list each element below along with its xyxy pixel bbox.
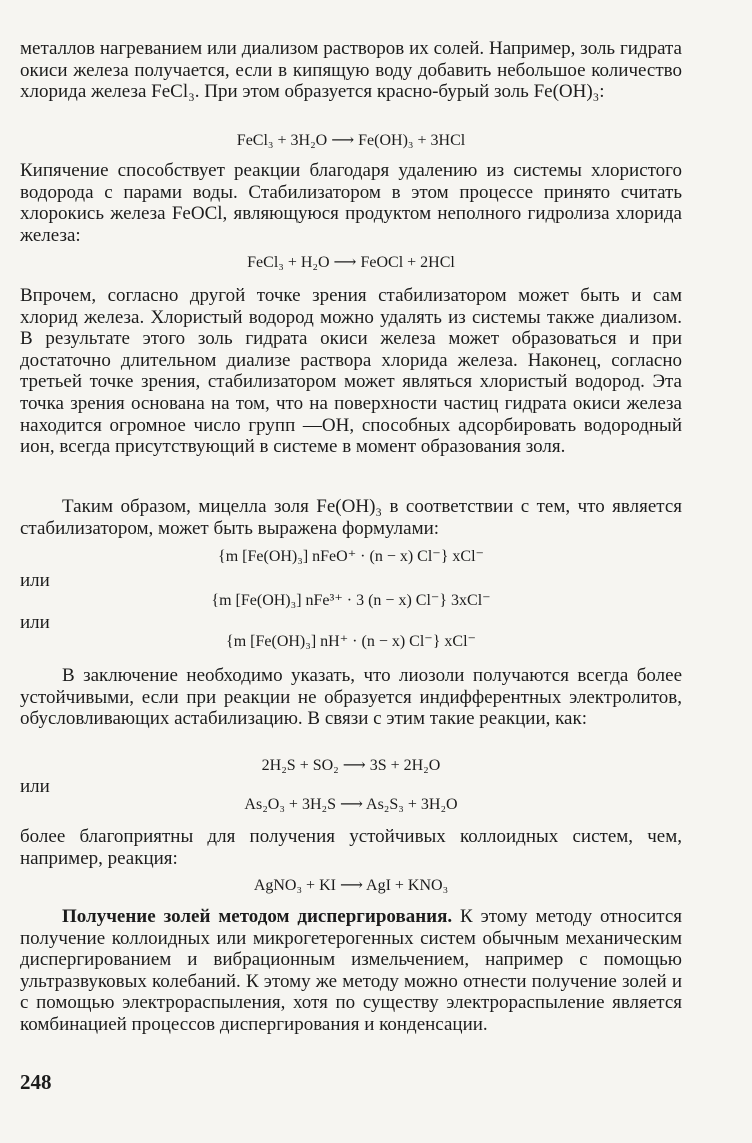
section-heading-dispersion: Получение золей методом диспергирования. [62, 906, 453, 927]
paragraph-favorable: более благоприятны для получения устойчивых коллоидных систем, чем, например, реакция: [20, 826, 682, 869]
equation-agno3-ki: AgNO₃ + KI ⟶ AgI + KNO₃ [253, 877, 449, 894]
page-number: 248 [20, 1070, 52, 1094]
equation-fecl3-hydrolysis: FeCl₃ + 3H₂O ⟶ Fe(OH)₃ + 3HCl [236, 132, 466, 149]
paragraph-sol-preparation: металлов нагреванием или диализом растворов их солей. Например, золь гидрата окиси железа получается, если в кипящую воду добавить небольшое количество хлорида железа FeCl₃. При этом образуется красно-бурый золь Fe(OH)₃: [20, 38, 682, 103]
paragraph-boiling: Кипячение способствует реакции благодаря удалению из системы хлористого водорода с парами воды. Стабилизатором в этом процессе принято считать хлорокись железа FeOCl, являющуюся продуктом неполного гидролиза хлорида железа: [20, 160, 682, 246]
equation-as2o3-h2s: As₂O₃ + 3H₂S ⟶ As₂S₃ + 3H₂O [244, 796, 458, 813]
paragraph-micelle-intro: Таким образом, мицелла золя Fe(OH)₃ в соответствии с тем, что является стабилизатором, может быть выражена формулами: [20, 496, 682, 539]
paragraph-conclusion: В заключение необходимо указать, что лиозоли получаются всегда более устойчивыми, если при реакции не образуется индифферентных электролитов, обусловливающих астабилизацию. В связи с этим такие реакции, как: [20, 665, 682, 730]
micelle-formula-3: {m [Fe(OH)₃] nH⁺ · (n − x) Cl⁻} xCl⁻ [226, 633, 476, 650]
paragraph-dispersion-body: К этому методу относится получение коллоидных или микрогетерогенных систем обычным механическим диспергированием и вибрационным измельчением, например с помощью ультразвуковых колебаний. К этому же методу можно отнести получение золей и с помощью электрораспыления, хотя по существу электрораспыление является комбинацией процессов диспергирования и конденсации. [20, 906, 682, 1035]
paragraph-dispersion [20, 906, 682, 1036]
equation-feocl-formation: FeCl₃ + H₂O ⟶ FeOCl + 2HCl [247, 254, 455, 271]
equation-h2s-so2: 2H₂S + SO₂ ⟶ 3S + 2H₂O [261, 757, 441, 774]
paragraph-stabilizer-views: Впрочем, согласно другой точке зрения стабилизатором может быть и сам хлорид железа. Хлористый водород можно удалять из системы также диализом. В результате этого золь гидрата окиси железа может образоваться и при достаточно длительном диализе раствора хлорида железа. Наконец, согласно третьей точке зрения, стабилизатором может являться хлористый водород. Эта точка зрения основана на том, что на поверхности частиц гидрата окиси железа находится огромное число групп —OH, способных адсорбировать водородный ион, всегда присутствующий в системе в момент образования золя. [20, 285, 682, 458]
connector-or-2: или [20, 612, 50, 633]
micelle-formula-2: {m [Fe(OH)₃] nFe³⁺ · 3 (n − x) Cl⁻} 3xCl⁻ [211, 592, 491, 609]
connector-or-1: или [20, 570, 50, 591]
connector-or-3: или [20, 776, 50, 797]
micelle-formula-1: {m [Fe(OH)₃] nFeO⁺ · (n − x) Cl⁻} xCl⁻ [218, 548, 484, 565]
